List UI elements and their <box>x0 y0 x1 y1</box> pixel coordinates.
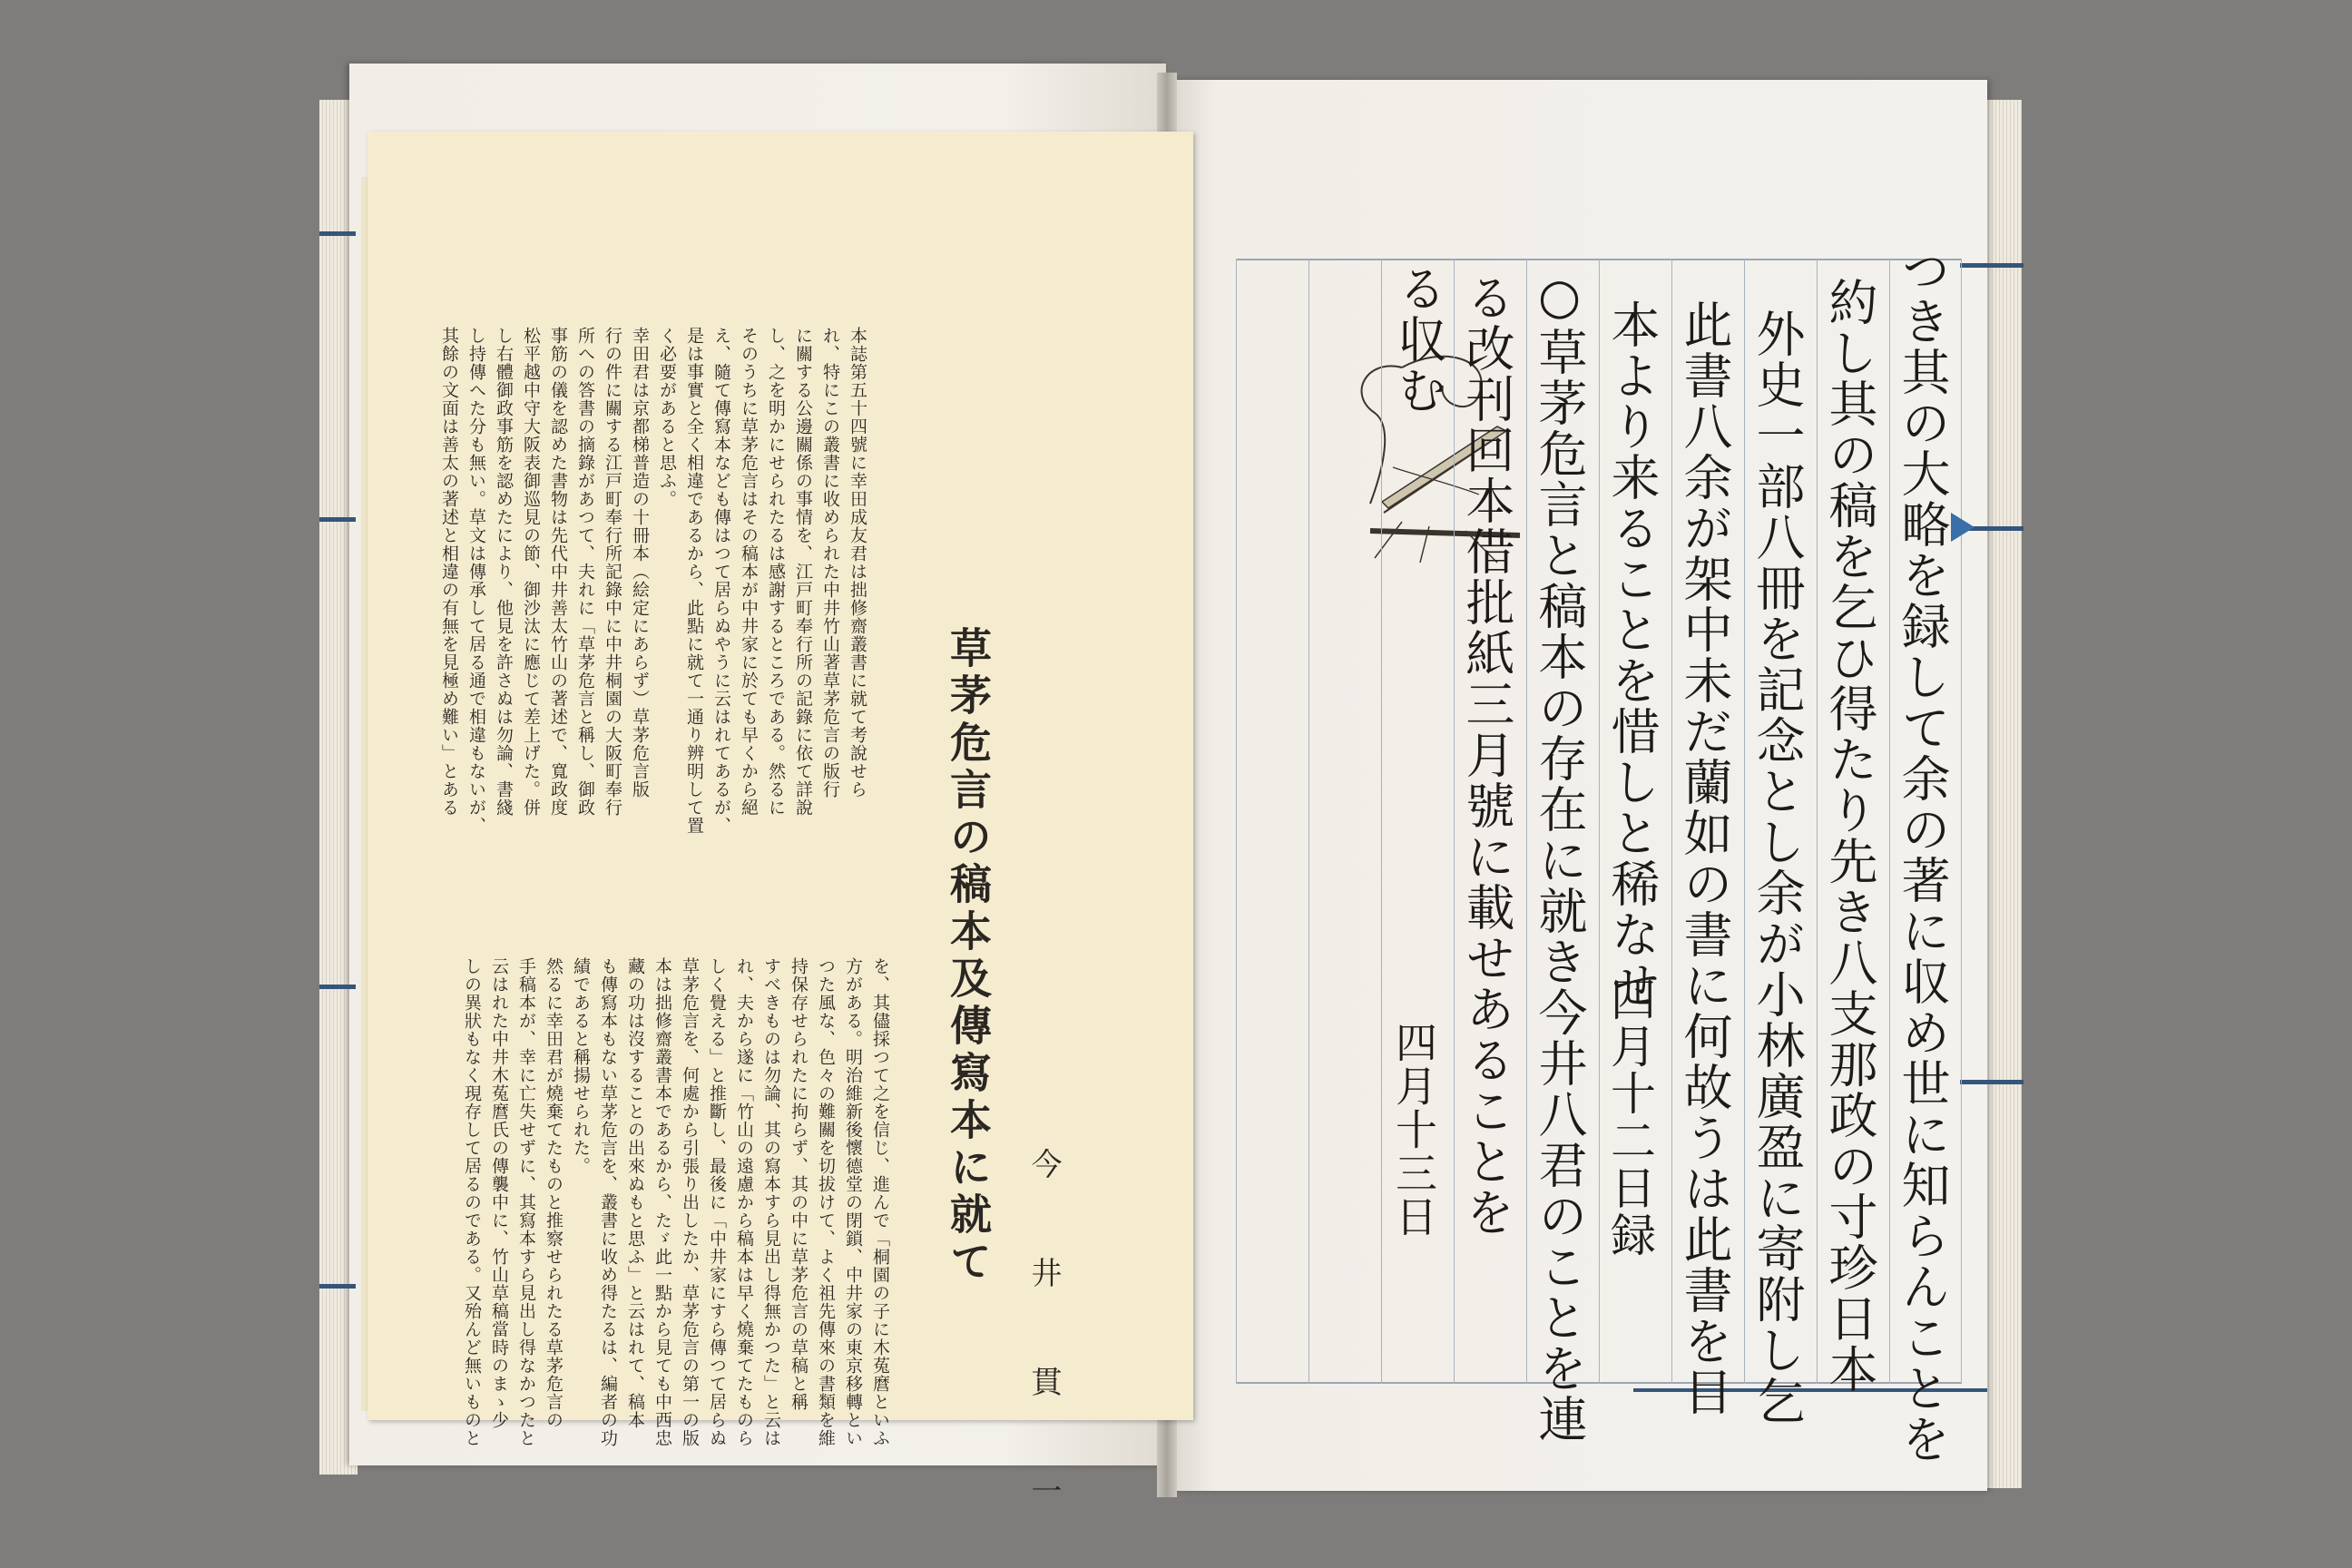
text-line: え、隨て傳寫本なども傳はつて居らぬやうに云はれてあるが、 <box>711 327 731 835</box>
binding-thread <box>319 231 356 236</box>
handwritten-column: る改刊回本借批紙三月號に載せあることを <box>1458 272 1515 1238</box>
text-line: 藏の功は沒することの出來ぬもと思ふ」と云はれて、稿本 <box>625 957 645 1429</box>
text-line: 松平越中守大阪表御巡見の節、御沙汰に應じて差上げた。併 <box>521 327 541 817</box>
text-line: すべきものは勿論、其の寫本すら見出し得無かつた」と云は <box>761 957 781 1447</box>
text-line: 然るに幸田君が燒棄てたものと推察せられたる草茅危言の <box>544 957 564 1429</box>
handwritten-column: 約し其の稿を乞ひ得たり先き八支那政の寸珍日本 <box>1821 277 1878 1395</box>
text-line: 幸田君は京都梯普造の十冊本（絵定にあらず）草茅危言版 <box>630 327 650 799</box>
text-line: 手稿本が、幸に亡失せずに、其寫本すら見出し得なかつたと <box>516 957 536 1447</box>
page-tab-marker <box>1951 513 1975 542</box>
text-line: 其餘の文面は善太の著述と相違の有無を見極め難い」とある <box>439 327 459 817</box>
text-line: く必要があると思ふ。 <box>657 327 677 508</box>
text-line: し、之を明かにせられたるは感謝するところである。然るに <box>766 327 786 817</box>
text-line: 云はれた中井木菟麿氏の傳襲中に、竹山草稿當時のまゝ少 <box>489 957 509 1429</box>
text-line: 方がある。明治維新後懷德堂の閉鎖、中井家の東京移轉とい <box>843 957 863 1447</box>
handwritten-column: 外史一部八冊を記念とし余が小林廣盈に寄附し乞 <box>1749 309 1806 1426</box>
text-line: そのうちに草茅危言はその稿本が中井家に於ても早くから絕 <box>739 327 759 817</box>
binding-thread <box>319 1284 356 1289</box>
pasted-clipping <box>368 132 1193 1529</box>
text-line: しく覺える」と推斷し、最後に「中井家にすら傳つて居らぬ <box>707 957 727 1447</box>
text-line: れ、特にこの叢書に收められた中井竹山著草茅危言の版行 <box>820 327 840 799</box>
text-line: も傳寫本もない草茅危言を、叢書に收め得たるは、編者の功 <box>598 957 618 1447</box>
text-line: 績であると稱揚せられた。 <box>571 957 591 1175</box>
text-line: を、其儘採つて之を信じ、進んで「桐園の子に木菟麿といふ <box>870 957 890 1447</box>
binding-thread <box>1960 263 2024 268</box>
text-line: れ、夫から遂に「竹山の遠慮から稿本は早く燒棄てたものら <box>734 957 754 1447</box>
ruled-line <box>1308 259 1309 1384</box>
ruled-line <box>1961 259 1962 1384</box>
ruled-line <box>1236 259 1237 1384</box>
handwritten-date: 四月十三日 <box>1389 1021 1438 1239</box>
ruled-line <box>1381 259 1382 1384</box>
handwritten-column: 此書八余が架中未だ蘭如の書に何故うは此書を目 <box>1676 299 1733 1417</box>
text-line: しの異狀もなく現存して居るのである。又殆んど無いものと <box>462 957 482 1447</box>
article-body-bottom <box>458 957 894 1538</box>
text-line: 事筋の儀を認めた書物は先代中井善太竹山の著述で、寬政度 <box>548 327 568 817</box>
handwritten-column: つき其の大略を録して余の著に収め世に知らんことを <box>1894 245 1951 1465</box>
text-line: つた風な、色々の難關を切拔けて、よく祖先傳來の書類を維 <box>816 957 836 1447</box>
handwritten-date: 四月十二日録 <box>1603 975 1656 1259</box>
article-title: 草茅危言の稿本及傳寫本に就て <box>944 626 993 1287</box>
text-line: 是は事實と全く相違であるから、此點に就て一通り辨明して置 <box>684 327 704 835</box>
text-line: 持保存せられたに拘らず、其の中に草茅危言の草稿と稱 <box>789 957 808 1411</box>
binding-thread <box>1960 1080 2024 1084</box>
text-line: 行の件に關する江戸町奉行所記錄中に中井桐園の大阪町奉行 <box>603 327 622 817</box>
binding-thread <box>319 517 356 522</box>
text-line: 所への答書の摘錄があつて、夫れに「草茅危言と稱し、御政 <box>575 327 595 817</box>
text-line: 草茅危言を、何處から引張り出したか、草茅危言の第一の版 <box>680 957 700 1447</box>
text-line: し右體御政事筋を認めたにより、他見を許さぬは勿論、書綫 <box>494 327 514 817</box>
handwritten-column: る収む <box>1390 263 1447 416</box>
binding-thread <box>319 985 356 989</box>
handwritten-column: ○草茅危言と稿本の存在に就き今井八君のことを連 <box>1531 268 1588 1445</box>
text-line: し持傳へた分も無い。草文は傳承して居る通で相違もないが、 <box>466 327 486 835</box>
text-line: 本は拙修齋叢書本であるから、たゞ此一點から見ても中西忠 <box>652 957 672 1447</box>
text-line: 本誌第五十四號に幸田成友君は拙修齋叢書に就て考說せら <box>848 327 867 799</box>
text-line: に關する公邊關係の事情を、江戸町奉行所の記錄に依て詳說 <box>793 327 813 817</box>
article-author: 今 井 貫 一 <box>1025 1148 1062 1529</box>
article-body-top <box>436 327 871 916</box>
handwritten-column: 本より来ることを惜しと稀なせ <box>1603 299 1661 1011</box>
